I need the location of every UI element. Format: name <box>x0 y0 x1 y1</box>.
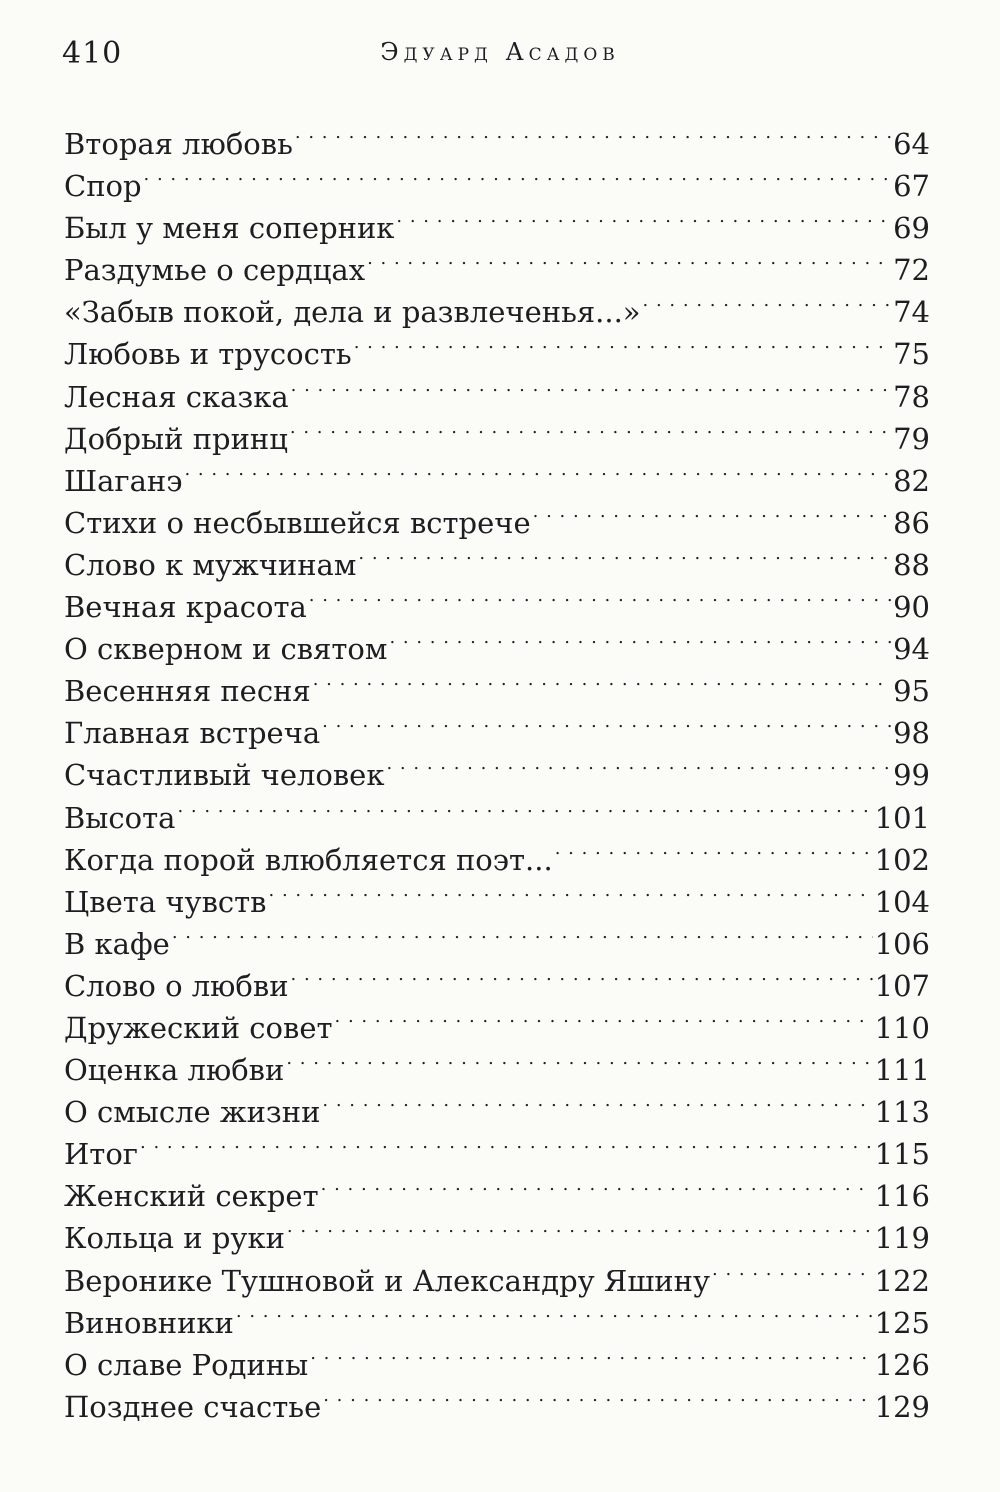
toc-entry-title: «Забыв покой, дела и развлеченья...» <box>64 295 641 330</box>
dot-leader <box>309 575 891 617</box>
dot-leader <box>290 407 891 449</box>
toc-entry-title: Оценка любви <box>64 1053 285 1088</box>
dot-leader <box>643 280 892 322</box>
toc-entry-title: Слово к мужчинам <box>64 547 357 582</box>
dot-leader <box>389 617 891 659</box>
toc-entry-page: 88 <box>893 547 930 582</box>
toc-entry-title: Лесная сказка <box>64 379 289 414</box>
toc-entry-page: 111 <box>874 1053 930 1088</box>
toc-entry <box>64 786 930 835</box>
toc-entry-title: Слово о любви <box>64 968 289 1003</box>
toc-entry-title: Вечная красота <box>64 590 307 625</box>
running-head: Эдуард Асадов <box>380 38 620 66</box>
toc-entry-page: 79 <box>893 421 930 456</box>
toc-entry-title: Когда порой влюбляется поэт... <box>64 842 553 877</box>
toc-entry-page: 95 <box>893 674 930 709</box>
toc-entry-title: Вторая любовь <box>64 127 293 161</box>
toc-entry-title: Виновники <box>64 1305 234 1340</box>
toc-entry-page: 122 <box>874 1263 930 1298</box>
toc-entry-page: 86 <box>893 505 930 540</box>
dot-leader <box>321 1164 873 1206</box>
toc-entry-title: Главная встреча <box>64 716 321 751</box>
toc-entry-title: В кафе <box>64 926 170 961</box>
dot-leader <box>291 365 891 407</box>
dot-leader <box>396 196 891 238</box>
toc-entry <box>64 954 930 1003</box>
toc-entry-title: Был у меня соперник <box>64 211 395 246</box>
page-number: 410 <box>62 36 123 71</box>
toc-entry-page: 69 <box>893 211 930 246</box>
dot-leader <box>287 1206 873 1248</box>
toc-entry-page: 113 <box>874 1095 930 1130</box>
toc-entry-page: 101 <box>874 800 930 835</box>
dot-leader <box>269 870 873 912</box>
toc-entry-page: 104 <box>874 884 930 919</box>
toc-entry <box>64 196 930 246</box>
toc-entry-page: 98 <box>893 716 930 751</box>
dot-leader <box>172 912 873 954</box>
toc-entry-page: 107 <box>874 968 930 1003</box>
toc-entry-page: 125 <box>874 1305 930 1340</box>
toc-entry-title: О славе Родины <box>64 1347 309 1382</box>
dot-leader <box>144 154 892 196</box>
dot-leader <box>533 491 891 533</box>
toc-entry-title: Спор <box>64 169 142 204</box>
toc-entry-page: 90 <box>893 590 930 625</box>
toc-entry-page: 75 <box>893 337 930 372</box>
dot-leader <box>335 996 873 1038</box>
dot-leader <box>358 533 891 575</box>
toc-entry-title: Высота <box>64 800 176 835</box>
toc-entry-page: 78 <box>893 379 930 414</box>
dot-leader <box>313 659 891 701</box>
dot-leader <box>712 1249 873 1291</box>
dot-leader <box>184 449 891 491</box>
toc-entry-page: 119 <box>874 1221 930 1256</box>
toc-entry <box>64 112 930 161</box>
toc-entry-title: Стихи о несбывшейся встрече <box>64 505 531 540</box>
dot-leader <box>140 1122 873 1164</box>
toc-entry-page: 99 <box>893 758 930 793</box>
toc-entry-page: 64 <box>893 127 930 161</box>
toc-entry <box>64 1164 930 1214</box>
toc-entry-title: Весенняя песня <box>64 674 311 709</box>
toc-entry-page: 115 <box>874 1137 930 1172</box>
toc-entry-page: 126 <box>874 1347 930 1382</box>
dot-leader <box>354 322 891 364</box>
toc-entry-title: Веронике Тушновой и Александру Яшину <box>64 1263 711 1298</box>
toc-entry-title: Шаганэ <box>64 463 183 498</box>
toc-entry-title: О скверном и святом <box>64 632 388 667</box>
dot-leader <box>367 238 891 280</box>
dot-leader <box>386 743 891 785</box>
table-of-contents <box>64 112 930 1424</box>
toc-entry-page: 129 <box>874 1389 930 1424</box>
toc-entry-page: 72 <box>893 253 930 288</box>
toc-entry-title: Добрый принц <box>64 421 288 456</box>
toc-entry-page: 110 <box>874 1010 930 1045</box>
toc-entry-page: 82 <box>893 463 930 498</box>
dot-leader <box>322 701 891 743</box>
dot-leader <box>322 1080 872 1122</box>
toc-entry-title: Цвета чувств <box>64 884 267 919</box>
toc-entry-title: Позднее счастье <box>64 1389 322 1424</box>
toc-entry-title: Кольца и руки <box>64 1221 285 1256</box>
dot-leader <box>236 1291 873 1333</box>
toc-entry-page: 116 <box>874 1179 930 1214</box>
toc-entry <box>64 491 930 540</box>
toc-entry-title: Итог <box>64 1137 138 1172</box>
dot-leader <box>555 828 873 870</box>
toc-entry-page: 74 <box>893 295 930 330</box>
toc-entry-title: Любовь и трусость <box>64 337 352 372</box>
dot-leader <box>323 1375 872 1417</box>
toc-entry <box>64 154 930 204</box>
toc-entry <box>64 1122 930 1172</box>
toc-entry <box>64 828 930 877</box>
toc-entry-title: Счастливый человек <box>64 758 385 793</box>
toc-entry-page: 94 <box>893 632 930 667</box>
toc-entry-title: О смысле жизни <box>64 1095 321 1130</box>
dot-leader <box>286 1038 872 1080</box>
toc-entry <box>64 912 930 961</box>
toc-entry-title: Женский секрет <box>64 1179 319 1214</box>
dot-leader <box>295 112 891 154</box>
dot-leader <box>291 954 873 996</box>
toc-entry-page: 102 <box>874 842 930 877</box>
toc-entry-page: 106 <box>874 926 930 961</box>
toc-entry <box>64 449 930 498</box>
dot-leader <box>310 1333 872 1375</box>
toc-entry-page: 67 <box>893 169 930 204</box>
toc-entry-title: Раздумье о сердцах <box>64 253 366 288</box>
toc-entry-title: Дружеский совет <box>64 1010 333 1045</box>
dot-leader <box>177 786 872 828</box>
